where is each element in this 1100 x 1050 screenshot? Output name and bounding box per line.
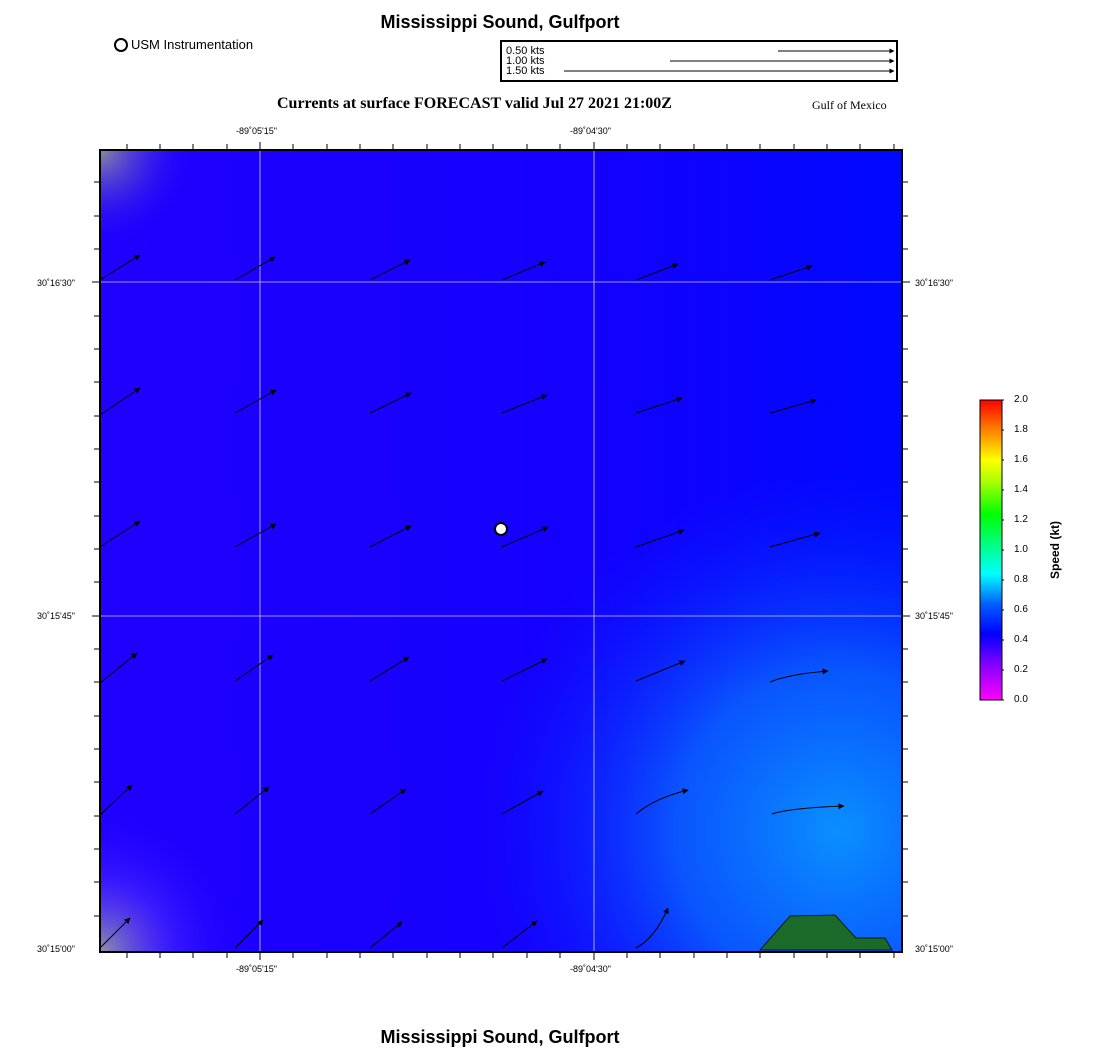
lat-label-left-1: 30˚16'30" (37, 278, 75, 288)
usm-station-marker (495, 523, 507, 535)
colorbar-tick: 1.2 (1014, 514, 1028, 525)
map-title-top: Mississippi Sound, Gulfport (380, 12, 620, 32)
colorbar-tick: 2.0 (1014, 394, 1028, 405)
lon-label-bottom-1: -89˚05'15" (236, 964, 277, 974)
colorbar-tick: 1.0 (1014, 544, 1028, 555)
scale-label-050: 0.50 kts (506, 45, 545, 57)
scale-label-100: 1.00 kts (506, 55, 545, 67)
map-frame (90, 140, 912, 962)
lat-label-right-3: 30˚15'00" (915, 944, 953, 954)
vector-scale-box (500, 40, 898, 82)
forecast-subtitle: Currents at surface FORECAST valid Jul 27 2021 21:00Z (277, 95, 672, 112)
lat-label-right-2: 30˚15'45" (915, 611, 953, 621)
colorbar-tick: 1.4 (1014, 484, 1028, 495)
lat-label-left-3: 30˚15'00" (37, 944, 75, 954)
map-title-bottom: Mississippi Sound, Gulfport (380, 1027, 620, 1047)
speed-colorbar (978, 398, 1004, 704)
scale-arrows (502, 42, 896, 80)
lat-label-right-1: 30˚16'30" (915, 278, 953, 288)
colorbar-tick: 0.2 (1014, 664, 1028, 675)
colorbar-tick: 0.8 (1014, 574, 1028, 585)
colorbar-tick: 0.4 (1014, 634, 1028, 645)
station-marker-icon (114, 38, 128, 52)
colorbar-tick: 0.0 (1014, 694, 1028, 705)
colorbar-tick: 0.6 (1014, 604, 1028, 615)
station-legend-label: USM Instrumentation (131, 37, 254, 52)
colorbar-tick: 1.6 (1014, 454, 1028, 465)
colorbar-title: Speed (kt) (1048, 521, 1062, 580)
lon-label-bottom-2: -89˚04'30" (570, 964, 611, 974)
lon-label-top-2: -89˚04'30" (570, 126, 611, 136)
region-label: Gulf of Mexico (812, 98, 887, 112)
corner-shade-bottom-left (100, 150, 902, 952)
colorbar-tick: 1.8 (1014, 424, 1028, 435)
scale-label-150: 1.50 kts (506, 65, 545, 77)
lon-label-top-1: -89˚05'15" (236, 126, 277, 136)
lat-label-left-2: 30˚15'45" (37, 611, 75, 621)
